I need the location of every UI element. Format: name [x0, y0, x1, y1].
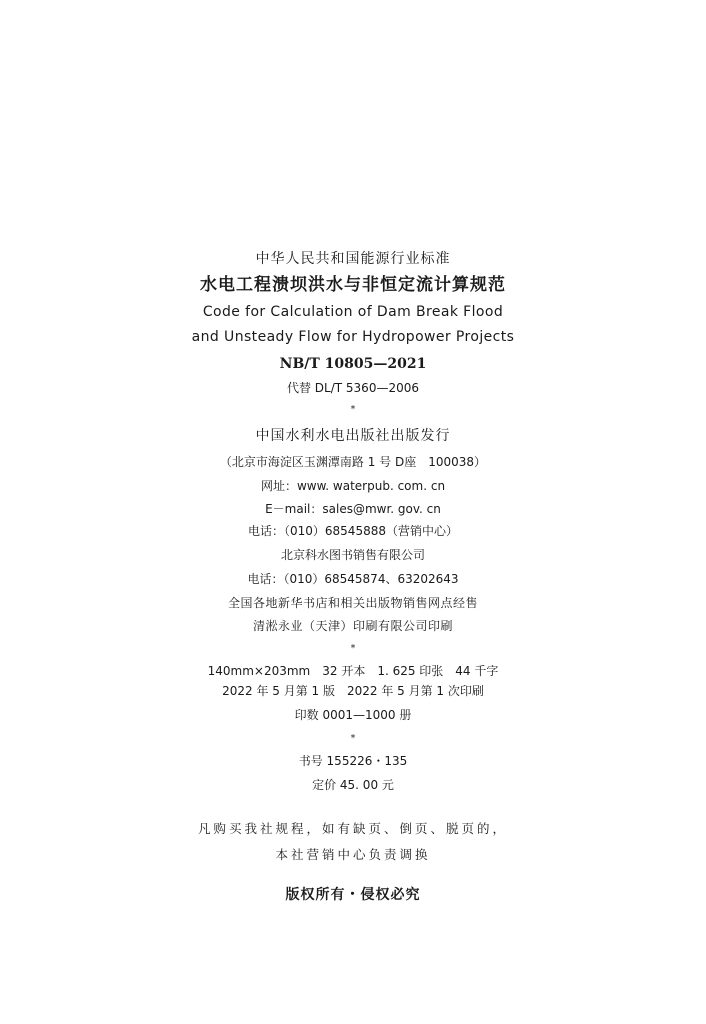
distributor: 北京科水图书销售有限公司	[280, 548, 425, 562]
distributor-phone: 电话：（010）68545874、63202643	[247, 572, 459, 586]
separator-star: *	[350, 405, 356, 415]
publisher-address: （北京市海淀区玉渊潭南路 1 号 D座 100038）	[219, 455, 487, 469]
email: E－mail：sales@mwr. gov. cn	[265, 502, 441, 516]
replaces-standard: 代替 DL/T 5360—2006	[286, 381, 419, 395]
publisher-phone: 电话：（010）68545888（营销中心）	[248, 524, 458, 538]
printer: 清淞永业（天津）印刷有限公司印刷	[252, 619, 453, 633]
website: 网址：www. waterpub. com. cn	[260, 479, 446, 493]
replacement-notice-line-1: 凡购买我社规程，如有缺页、倒页、脱页的，	[197, 821, 508, 836]
title-chinese: 水电工程溃坝洪水与非恒定流计算规范	[200, 275, 506, 295]
book-number: 书号 155226・135	[298, 754, 408, 768]
edition: 2022 年 5 月第 1 版 2022 年 5 月第 1 次印刷	[222, 684, 484, 698]
publisher: 中国水利水电出版社出版发行	[255, 428, 451, 444]
copyright-notice: 版权所有・侵权必究	[285, 887, 421, 903]
title-english-line-2: and Unsteady Flow for Hydropower Projects	[191, 329, 515, 345]
separator-star: *	[350, 734, 356, 744]
standard-code: NB/T 10805—2021	[279, 356, 427, 372]
separator-star: *	[350, 644, 356, 654]
print-run: 印数 0001—1000 册	[294, 708, 412, 722]
title-english-line-1: Code for Calculation of Dam Break Flood	[202, 304, 504, 320]
retail-notice: 全国各地新华书店和相关出版物销售网点经售	[227, 596, 478, 610]
replacement-notice-line-2: 本社营销中心负责调换	[275, 847, 431, 862]
book-format: 140mm×203mm 32 开本 1. 625 印张 44 千字	[207, 664, 499, 678]
standard-type: 中华人民共和国能源行业标准	[255, 251, 451, 267]
price: 定价 45. 00 元	[312, 778, 394, 792]
